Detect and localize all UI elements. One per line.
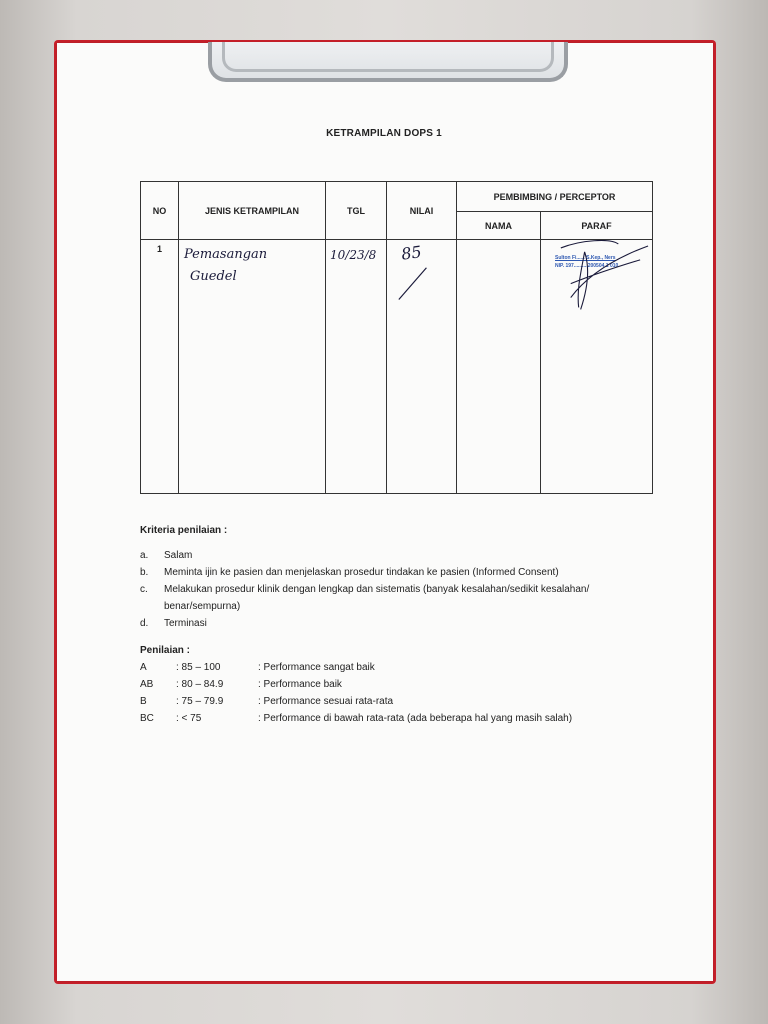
- item-letter: b.: [140, 567, 149, 578]
- grade-desc: : Performance sangat baik: [258, 662, 375, 673]
- row-score: 85: [400, 242, 423, 264]
- header-skill: JENIS KETRAMPILAN: [179, 182, 326, 240]
- item-letter: d.: [140, 618, 149, 629]
- score-slash-mark: [387, 240, 456, 493]
- clipboard-clip-inner: [222, 42, 554, 72]
- list-item: [140, 547, 660, 564]
- grade-row: [140, 676, 660, 693]
- row-score-cell: [387, 240, 457, 494]
- grade-row: [140, 710, 660, 727]
- row-skill-cell: [179, 240, 326, 494]
- skills-table: [140, 181, 653, 494]
- row-date: 10/23/8: [330, 248, 377, 262]
- table-row: [141, 240, 653, 494]
- grade-desc: : Performance sesuai rata-rata: [258, 696, 394, 707]
- row-skill-line2: Guedel: [190, 269, 237, 284]
- row-skill: [179, 240, 325, 288]
- grading-heading: Penilaian :: [140, 645, 191, 656]
- item-letter: a.: [140, 550, 149, 561]
- row-no: 1: [141, 240, 179, 494]
- row-signature-cell: [541, 240, 653, 494]
- header-name: NAMA: [457, 212, 541, 240]
- list-item: [140, 615, 660, 632]
- item-text: Salam: [164, 550, 193, 561]
- item-text: Melakukan prosedur klinik dengan lengkap dan sistematis (banyak kesalahan/sedikit kesalahan/ benar/sempurna): [164, 584, 590, 612]
- handwritten-signature: [541, 240, 652, 493]
- list-item: [140, 564, 660, 581]
- grade-desc: : Performance di bawah rata-rata (ada beberapa hal yang masih salah): [258, 713, 573, 724]
- grade-letter: B: [140, 696, 147, 707]
- header-signature: PARAF: [541, 212, 653, 240]
- header-supervisor: PEMBIMBING / PERCEPTOR: [457, 182, 653, 212]
- row-date-cell: [326, 240, 387, 494]
- row-skill-line1: Pemasangan: [184, 247, 268, 262]
- stamp-name: Sulton Fi...... S.Kep., Ners: [555, 255, 616, 261]
- official-stamp: [555, 254, 645, 270]
- grade-letter: BC: [140, 713, 154, 724]
- grading-section: [140, 642, 660, 727]
- list-item: [140, 581, 660, 615]
- row-name-cell: [457, 240, 541, 494]
- document-title: KETRAMPILAN DOPS 1: [326, 128, 442, 139]
- grade-range: : 75 – 79.9: [176, 696, 224, 707]
- grade-row: [140, 659, 660, 676]
- item-text: Meminta ijin ke pasien dan menjelaskan prosedur tindakan ke pasien (Informed Consent): [164, 567, 559, 578]
- grade-range: : 85 – 100: [176, 662, 221, 673]
- grade-desc: : Performance baik: [258, 679, 342, 690]
- criteria-heading: Kriteria penilaian :: [140, 525, 228, 536]
- header-score: NILAI: [387, 182, 457, 240]
- header-no: NO: [141, 182, 179, 240]
- grade-row: [140, 693, 660, 710]
- item-letter: c.: [140, 584, 148, 595]
- item-text: Terminasi: [164, 618, 207, 629]
- stamp-nip: NIP. 197..........200504 1 010: [555, 263, 619, 269]
- grade-range: : < 75: [176, 713, 202, 724]
- grade-letter: AB: [140, 679, 154, 690]
- header-date: TGL: [326, 182, 387, 240]
- grade-range: : 80 – 84.9: [176, 679, 224, 690]
- grade-letter: A: [140, 662, 147, 673]
- criteria-section: [140, 522, 660, 727]
